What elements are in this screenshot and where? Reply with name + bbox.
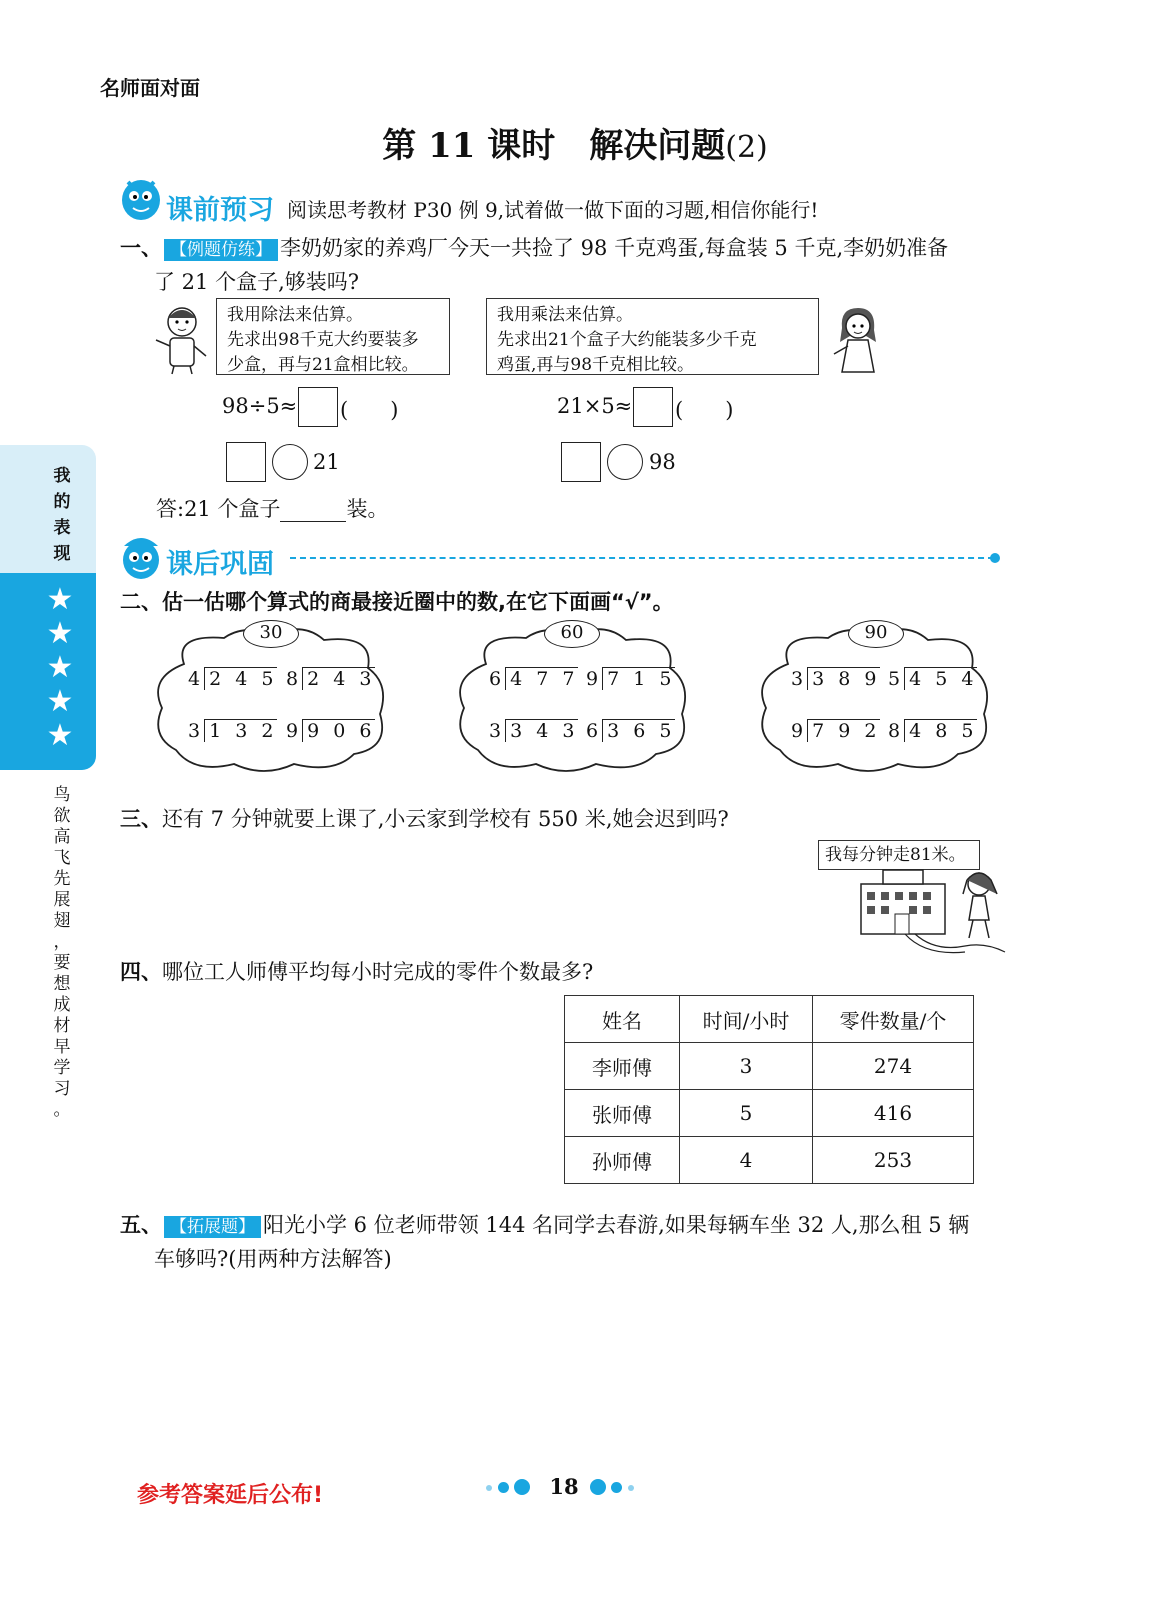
dot-icon xyxy=(611,1482,622,1493)
q1-answer-prefix: 答:21 个盒子 xyxy=(156,497,281,521)
motto-char: 高 xyxy=(53,827,71,847)
motto-char: 早 xyxy=(53,1037,71,1057)
cloud-3-target: 90 xyxy=(864,622,888,643)
table-cell: 416 xyxy=(813,1090,974,1137)
table-cell: 4 xyxy=(680,1137,813,1184)
q1-right-answer-box[interactable] xyxy=(633,387,673,427)
page-number: 18 xyxy=(549,1474,579,1499)
rating-star-icon[interactable]: ★ xyxy=(46,684,74,719)
division-expression[interactable] xyxy=(586,668,675,690)
title-suffix: (2) xyxy=(725,130,768,165)
divisor: 3 xyxy=(489,720,506,742)
dot-icon xyxy=(486,1485,492,1491)
divider-dot xyxy=(990,553,1000,563)
dividend: 4 8 5 xyxy=(904,719,977,742)
rating-star-icon[interactable]: ★ xyxy=(46,582,74,617)
motto-char: 翅 xyxy=(53,911,71,931)
motto-char: 习 xyxy=(53,1079,71,1099)
divisor: 9 xyxy=(586,668,603,690)
q1-left-compare-value: 21 xyxy=(313,450,340,474)
motto-char: 。 xyxy=(53,1100,71,1120)
division-expression[interactable] xyxy=(489,668,578,690)
division-expression[interactable] xyxy=(188,720,277,742)
girl-icon xyxy=(826,304,890,380)
motto-char: 材 xyxy=(53,1016,71,1036)
mascot-icon xyxy=(118,172,164,224)
divisor: 3 xyxy=(791,668,808,690)
table-cell: 孙师傅 xyxy=(565,1137,680,1184)
boy-icon xyxy=(150,300,214,376)
bubble-right xyxy=(486,298,819,375)
divisor: 9 xyxy=(791,720,808,742)
q2-text xyxy=(120,586,674,616)
q1-right-expr: 21×5≈ xyxy=(557,394,633,418)
table-cell: 3 xyxy=(680,1043,813,1090)
bubble-left-line: 少盒，再与21盒相比较。 xyxy=(227,355,419,375)
q4-number: 四、 xyxy=(120,960,162,984)
cloud-2 xyxy=(460,629,685,771)
table-cell: 274 xyxy=(813,1043,974,1090)
q1-number: 一、 xyxy=(120,236,162,260)
q1-answer-suffix: 装。 xyxy=(346,497,389,521)
dividend: 7 9 2 xyxy=(807,719,880,742)
division-expression[interactable] xyxy=(286,720,375,742)
q3-body: 还有 7 分钟就要上课了,小云家到学校有 550 米,她会迟到吗? xyxy=(162,807,729,831)
q1-line1: 李奶奶家的养鸡厂今天一共捡了 98 千克鸡蛋,每盒装 5 千克,李奶奶准备 xyxy=(280,236,949,260)
bubble-left-line: 我用除法来估算。 xyxy=(227,305,363,325)
cloud-2-target: 60 xyxy=(560,622,584,643)
dividend: 1 3 2 xyxy=(204,719,277,742)
table-header-cell: 姓名 xyxy=(565,996,680,1043)
rating-star-icon[interactable]: ★ xyxy=(46,718,74,753)
table-cell: 253 xyxy=(813,1137,974,1184)
divisor: 8 xyxy=(286,668,303,690)
dividend: 7 1 5 xyxy=(602,667,675,690)
cloud-1-target: 30 xyxy=(259,622,283,643)
motto-char: 展 xyxy=(53,890,71,910)
mascot-icon xyxy=(118,530,164,582)
q5-line2: 车够吗?(用两种方法解答) xyxy=(154,1247,392,1271)
dividend: 3 8 9 xyxy=(807,667,880,690)
table-cell: 5 xyxy=(680,1090,813,1137)
motto-char: 成 xyxy=(53,995,71,1015)
division-expression[interactable] xyxy=(188,668,277,690)
table-row xyxy=(565,1090,974,1137)
cloud-3 xyxy=(762,629,987,771)
q5-number: 五、 xyxy=(120,1213,162,1237)
performance-label xyxy=(50,463,74,567)
division-expression[interactable] xyxy=(791,668,880,690)
q1-right-compare-box[interactable] xyxy=(561,442,601,482)
divisor: 4 xyxy=(188,668,205,690)
section-consolidate-label: 课后巩固 xyxy=(166,549,274,580)
q1-left-compare-circle[interactable] xyxy=(272,444,308,480)
header-brand: 名师面对面 xyxy=(100,76,200,100)
dividend: 4 5 4 xyxy=(904,667,977,690)
q1-right-paren[interactable]: ( ) xyxy=(675,398,734,422)
table-row xyxy=(565,1043,974,1090)
divisor: 9 xyxy=(286,720,303,742)
motto-char: 欲 xyxy=(53,806,71,826)
dot-icon xyxy=(628,1485,634,1491)
division-expression[interactable] xyxy=(888,668,977,690)
star-panel xyxy=(0,573,96,770)
motto-char: 鸟 xyxy=(53,785,71,805)
q1-left-answer-box[interactable] xyxy=(298,387,338,427)
motto-char: 学 xyxy=(53,1058,71,1078)
q2-body: 估一估哪个算式的商最接近圈中的数,在它下面画“√”。 xyxy=(162,590,674,614)
section-preview-label: 课前预习 xyxy=(166,195,274,226)
division-expression[interactable] xyxy=(888,720,977,742)
table-row xyxy=(565,1137,974,1184)
dividend: 3 4 3 xyxy=(505,719,578,742)
bubble-left-line: 先求出98千克大约要装多 xyxy=(227,330,419,350)
bubble-left xyxy=(216,298,450,375)
dividend: 3 6 5 xyxy=(602,719,675,742)
table-cell: 李师傅 xyxy=(565,1043,680,1090)
motto xyxy=(50,785,74,1121)
table-header-cell: 零件数量/个 xyxy=(813,996,974,1043)
performance-char: 的 xyxy=(53,492,71,512)
q3-number: 三、 xyxy=(120,807,162,831)
performance-char: 表 xyxy=(53,518,71,538)
title-main: 第 11 课时 解决问题 xyxy=(382,126,726,166)
motto-char: 要 xyxy=(53,953,71,973)
motto-char: 先 xyxy=(53,869,71,889)
dot-icon xyxy=(514,1479,530,1495)
school-girl-icon xyxy=(855,862,1015,958)
q1-left-compare-box[interactable] xyxy=(226,442,266,482)
q3-bubble: 我每分钟走81米。 xyxy=(818,840,980,870)
bubble-right-line: 鸡蛋,再与98千克相比较。 xyxy=(497,355,695,375)
q1-answer-blank[interactable] xyxy=(280,497,346,522)
bubble-right-line: 先求出21个盒子大约能装多少千克 xyxy=(497,330,757,350)
page-title xyxy=(0,118,1150,167)
q5-tag: 【拓展题】 xyxy=(164,1216,261,1238)
section-preview-intro: 阅读思考教材 P30 例 9,试着做一做下面的习题,相信你能行! xyxy=(287,198,819,222)
q1-answer xyxy=(156,493,388,523)
q1-line2: 了 21 个盒子,够装吗? xyxy=(154,270,360,294)
dividend: 2 4 3 xyxy=(302,667,375,690)
divisor: 8 xyxy=(888,720,905,742)
q4-body: 哪位工人师傅平均每小时完成的零件个数最多? xyxy=(162,960,594,984)
performance-char: 现 xyxy=(53,544,71,564)
q1-left-paren[interactable]: ( ) xyxy=(340,398,399,422)
performance-char: 我 xyxy=(53,466,71,486)
q1-right-compare-value: 98 xyxy=(649,450,676,474)
motto-char: 飞 xyxy=(53,848,71,868)
q5-line1: 阳光小学 6 位老师带领 144 名同学去春游,如果每辆车坐 32 人,那么租 5 辆 xyxy=(263,1213,970,1237)
division-expression[interactable] xyxy=(791,720,880,742)
cloud-1 xyxy=(158,629,383,771)
answer-notice: 参考答案延后公布! xyxy=(137,1483,324,1508)
division-expression[interactable] xyxy=(586,720,675,742)
table-header-row xyxy=(565,996,974,1043)
motto-char: 想 xyxy=(53,974,71,994)
division-expression[interactable] xyxy=(489,720,578,742)
q1-tag: 【例题仿练】 xyxy=(164,239,278,261)
motto-char: ， xyxy=(53,932,71,952)
q2-number: 二、 xyxy=(120,590,162,614)
q5-text xyxy=(120,1208,1020,1276)
table-cell: 张师傅 xyxy=(565,1090,680,1137)
q4-table xyxy=(564,995,974,1184)
divisor: 3 xyxy=(188,720,205,742)
q4-text xyxy=(120,956,593,986)
q1-left-expr: 98÷5≈ xyxy=(222,394,298,418)
dot-icon xyxy=(498,1482,509,1493)
q3-text xyxy=(120,803,729,833)
dot-icon xyxy=(590,1479,606,1495)
divisor: 6 xyxy=(586,720,603,742)
rating-star-icon[interactable]: ★ xyxy=(46,650,74,685)
divisor: 5 xyxy=(888,668,905,690)
dividend: 9 0 6 xyxy=(302,719,375,742)
rating-star-icon[interactable]: ★ xyxy=(46,616,74,651)
divisor: 6 xyxy=(489,668,506,690)
division-expression[interactable] xyxy=(286,668,375,690)
table-header-cell: 时间/小时 xyxy=(680,996,813,1043)
dividend: 2 4 5 xyxy=(204,667,277,690)
section-divider xyxy=(290,557,994,559)
q1-right-compare-circle[interactable] xyxy=(607,444,643,480)
q1-text xyxy=(120,231,1020,299)
dividend: 4 7 7 xyxy=(505,667,578,690)
bubble-right-line: 我用乘法来估算。 xyxy=(497,305,633,325)
